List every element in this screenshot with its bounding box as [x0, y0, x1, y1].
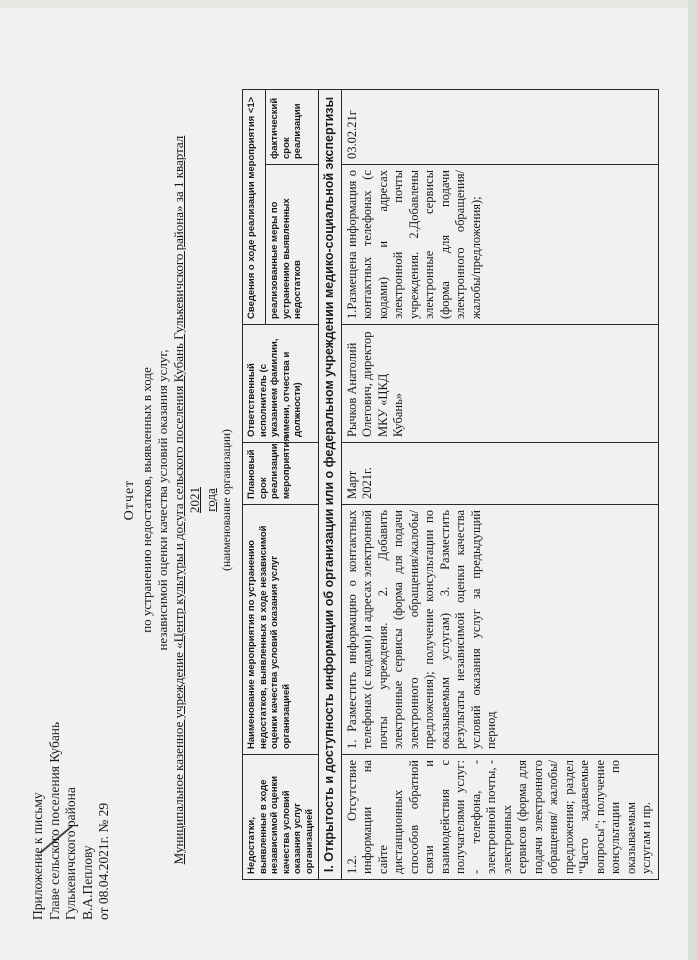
deficiency-cell: 1.2. Отсутствие информации на сайте дистанционных способов обратной связи и взаимодействия с получателями услуг: - телефона, - электронной почты, - электронных сервисов (форма для подачи электронного обращения/ жалобы/предложения; раздел "Часто задаваемые вопросы"; получение консультации по оказываемым услугам и пр. [341, 755, 658, 880]
actual-date-cell: 03.02.21г [341, 89, 658, 164]
rotated-document-page [10, 10, 690, 950]
appendix-block [30, 560, 113, 920]
header-implemented: реализованные меры по устранению выявленных недостатков [266, 165, 319, 325]
organization-name: Муниципальное казенное учреждение «Центр культуры и досуга сельского поселения Кубань Гулькевичского района» за 1 квартал 2021 [171, 135, 202, 865]
planned-date-cell: Март 2021г. [341, 443, 658, 505]
report-heading: Отчет [122, 479, 137, 521]
section-row [319, 89, 342, 879]
table-row [341, 89, 658, 879]
appendix-line: Приложение к письму [30, 792, 45, 920]
organization-caption: (наименование организации) [221, 429, 233, 571]
report-table [242, 89, 659, 880]
appendix-line: Гулькевичского района [63, 787, 78, 920]
header-planned-date: Плановый срок реализации мероприятия [243, 443, 319, 505]
table-header-row [243, 89, 266, 879]
report-title-block [122, 130, 235, 870]
responsible-cell: Рычков Анатолий Олегович, директор МКУ «ЦКД Кубань» [341, 325, 658, 443]
header-measures: Наименование мероприятия по устранению недостатков, выявленных в ходе независимой оценки качества условий оказания услуг организацией [243, 505, 319, 755]
section-title: I. Открытость и доступность информации об организации или о федеральном учреждении медико-социальной экспертизы [319, 89, 342, 879]
title-line: по устранению недостатков, выявленных в ходе [139, 367, 154, 633]
header-progress: Сведения о ходе реализации мероприятия <1> [243, 89, 266, 324]
scan-edge-top [0, 0, 698, 8]
appendix-line: В.А.Пеплову [79, 845, 95, 920]
header-deficiencies: Недостатки, выявленные в ходе независимой оценки качества условий оказания услуг организацией [243, 755, 319, 880]
appendix-line: от 08.04.2021г. № 29 [96, 802, 111, 920]
title-line: независимой оценки качества условий оказания услуг, [155, 349, 170, 651]
measures-cell: 1. Разместить информацию о контактных телефонах (с кодами) и адресах электронной почты учреждения. 2. Добавить электронные сервисы (форма для подачи электронного обращения/жалобы/предложения); получение консультации по оказываемым услугам) 3. Разместить результаты независимой оценки качества условий оказания услуг за предыдущий период [341, 505, 658, 755]
header-actual-date: фактический срок реализации [266, 89, 319, 164]
implemented-cell: 1.Размещена информация о контактных телефонах (с кодами) и адресах электронной почты учреждения. 2.Добавлены электронные сервисы (форма для подачи электронного обращения/жалобы/предложения); [341, 165, 658, 325]
title-year: года [203, 488, 218, 512]
appendix-line: Главе сельского поселения Кубань [46, 721, 62, 920]
header-responsible: Ответственный исполнитель (с указанием фамилии, имени, отчества и должности) [243, 325, 319, 443]
